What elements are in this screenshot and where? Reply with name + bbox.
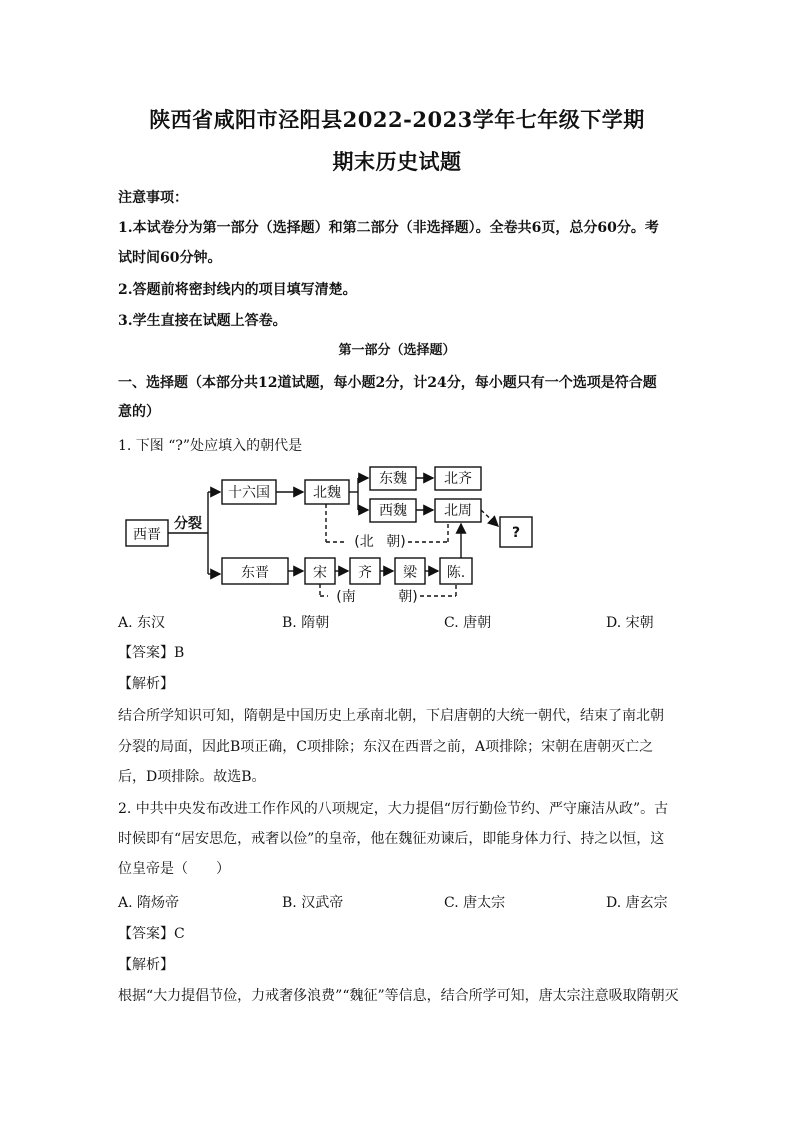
label-chen: 陈. <box>446 565 466 581</box>
q2-option-a: A. 隋炀帝 <box>118 895 180 911</box>
label-question: ? <box>511 525 521 541</box>
dynasty-flow-diagram <box>118 462 538 612</box>
q2-analysis-line1: 根据“大力提倡节俭，力戒奢侈浪费”“魏征”等信息，结合所学可知，唐太宗注意吸取隋朝灭 <box>118 988 679 1004</box>
question-2-stem: 2. 中共中央发布改进工作作风的八项规定，大力提倡“厉行勤俭节约、严守廉洁从政”。古 <box>118 801 669 817</box>
label-liang: 梁 <box>403 565 417 581</box>
q2-analysis-heading: 【解析】 <box>118 957 174 973</box>
label-nan-left: (南 <box>336 589 356 605</box>
q1-option-d: D. 宋朝 <box>606 615 654 631</box>
label-xiwei: 西魏 <box>379 503 407 519</box>
notice-item-3: 3.学生直接在试题上答卷。 <box>118 313 287 329</box>
q2-answer: 【答案】C <box>118 926 185 942</box>
q1-option-b: B. 隋朝 <box>282 615 330 631</box>
notice-item-1: 1.本试卷分为第一部分（选择题）和第二部分（非选择题）。全卷共6页，总分60分。考 <box>118 220 659 236</box>
q2-option-d: D. 唐玄宗 <box>606 895 668 911</box>
question-2-options <box>118 892 678 912</box>
question-2-stem-cont: 时候即有“居安思危，戒奢以俭”的皇帝，他在魏征劝谏后，即能身体力行、持之以恒，这 <box>118 831 665 847</box>
q1-analysis-line2: 分裂的局面，因此B项正确，C项排除；东汉在西晋之前，A项排除；宋朝在唐朝灭亡之 <box>118 739 654 755</box>
label-bei-left: (北 <box>354 534 374 550</box>
label-fenlie: 分裂 <box>174 516 202 532</box>
part1-heading: 第一部分（选择题） <box>338 343 456 358</box>
label-beizhou: 北周 <box>444 503 472 519</box>
q1-option-a: A. 东汉 <box>118 615 166 631</box>
q2-option-b: B. 汉武帝 <box>282 895 344 911</box>
label-xijin: 西晋 <box>133 527 161 543</box>
label-sixteen: 十六国 <box>228 485 270 501</box>
label-bei-right: 朝) <box>386 534 406 550</box>
section-instructions: 一、选择题（本部分共12道试题，每小题2分，计24分，每小题只有一个选项是符合题 <box>118 375 657 391</box>
label-beiqi: 北齐 <box>444 471 472 487</box>
q1-analysis-line3: 后，D项排除。故选B。 <box>118 769 266 785</box>
notice-heading: 注意事项： <box>118 190 188 206</box>
q1-analysis-heading: 【解析】 <box>118 676 174 692</box>
label-beiwei: 北魏 <box>313 485 341 501</box>
question-2-stem-end: 位皇帝是（ ） <box>118 861 230 877</box>
q2-option-c: C. 唐太宗 <box>444 895 506 911</box>
notice-item-2: 2.答题前将密封线内的项目填写清楚。 <box>118 282 357 298</box>
label-qi: 齐 <box>358 565 372 581</box>
notice-item-1-cont: 试时间60分钟。 <box>118 250 222 266</box>
exam-title-line2: 期末历史试题 <box>332 149 462 174</box>
section-instructions-cont: 意的） <box>118 404 160 420</box>
question-1-stem: 1. 下图 “?”处应填入的朝代是 <box>118 438 303 454</box>
label-nan-right: 朝) <box>398 589 418 605</box>
exam-title-line1: 陕西省咸阳市泾阳县2022-2023学年七年级下学期 <box>149 107 645 132</box>
question-1-options <box>118 612 678 632</box>
label-dongwei: 东魏 <box>379 471 407 487</box>
label-dongjin: 东晋 <box>241 565 269 581</box>
q1-analysis-line1: 结合所学知识可知，隋朝是中国历史上承南北朝，下启唐朝的大统一朝代，结束了南北朝 <box>118 708 664 724</box>
q1-option-c: C. 唐朝 <box>444 615 492 631</box>
q1-answer: 【答案】B <box>118 645 185 661</box>
label-song: 宋 <box>313 565 327 581</box>
